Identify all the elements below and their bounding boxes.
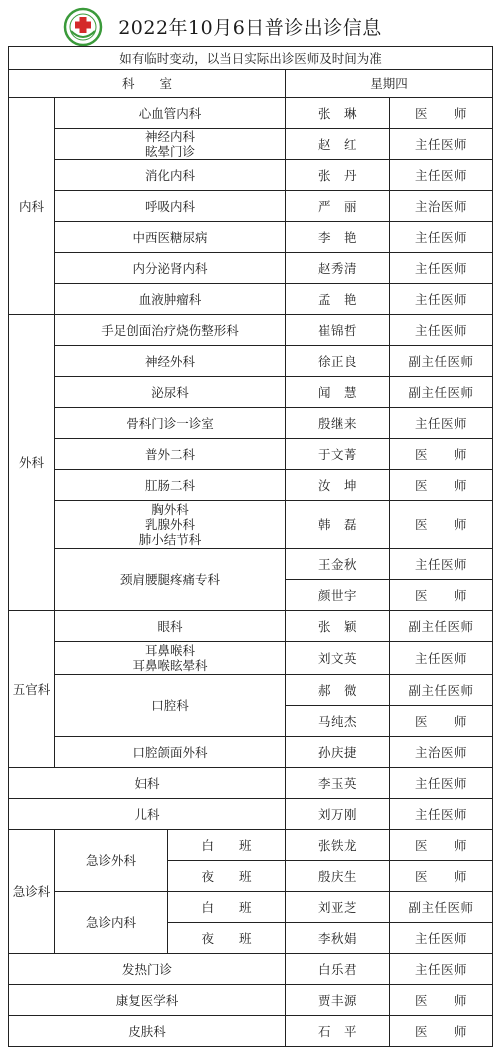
doctor-name: 李 艳 <box>286 222 390 253</box>
doctor-name: 闻 慧 <box>286 377 390 408</box>
table-row <box>9 1016 493 1047</box>
doctor-title: 主任医师 <box>390 129 493 160</box>
doctor-name: 赵秀清 <box>286 253 390 284</box>
doctor-name: 郝 微 <box>286 675 390 706</box>
doctor-title: 副主任医师 <box>390 377 493 408</box>
dept-name: 神经外科 <box>55 346 286 377</box>
dept-line: 神经内科 <box>144 129 195 144</box>
doctor-title: 主任医师 <box>390 954 493 985</box>
doctor-name: 汝 坤 <box>286 470 390 501</box>
page-title: 2022年10月6日普诊出诊信息 <box>118 17 382 39</box>
header-dept: 科 室 <box>9 70 286 98</box>
table-row <box>9 98 493 129</box>
doctor-title: 医 师 <box>390 706 493 737</box>
doctor-title: 医 师 <box>390 439 493 470</box>
doctor-title: 主任医师 <box>390 408 493 439</box>
dept-line: 眩晕门诊 <box>144 144 195 159</box>
doctor-name: 崔锦哲 <box>286 315 390 346</box>
dept-name: 急诊内科 <box>55 892 168 954</box>
doctor-title: 主任医师 <box>390 315 493 346</box>
table-row <box>9 799 493 830</box>
doctor-title: 副主任医师 <box>390 675 493 706</box>
doctor-name: 张铁龙 <box>286 830 390 861</box>
table-row <box>9 315 493 346</box>
table-row <box>9 954 493 985</box>
doctor-name: 刘文英 <box>286 642 390 675</box>
table-row <box>9 737 493 768</box>
doctor-title: 主任医师 <box>390 549 493 580</box>
doctor-title: 医 师 <box>390 501 493 549</box>
doctor-name: 张 丹 <box>286 160 390 191</box>
table-row <box>9 129 493 160</box>
notice-row <box>9 47 493 70</box>
schedule-table <box>8 46 493 1047</box>
doctor-title: 主任医师 <box>390 642 493 675</box>
dept-name: 普外二科 <box>55 439 286 470</box>
dept-name: 康复医学科 <box>9 985 286 1016</box>
dept-name: 内分泌肾内科 <box>55 253 286 284</box>
dept-name: 肛肠二科 <box>55 470 286 501</box>
category-wuguanke: 五官科 <box>9 611 55 768</box>
doctor-title: 主任医师 <box>390 284 493 315</box>
table-row <box>9 985 493 1016</box>
table-row <box>9 377 493 408</box>
table-row <box>9 549 493 580</box>
dept-name: 消化内科 <box>55 160 286 191</box>
dept-name: 口腔科 <box>55 675 286 737</box>
table-row <box>9 768 493 799</box>
dept-name <box>55 129 286 160</box>
table-row <box>9 222 493 253</box>
shift-label: 夜 班 <box>168 861 286 892</box>
doctor-title: 副主任医师 <box>390 346 493 377</box>
doctor-name: 王金秋 <box>286 549 390 580</box>
dept-name: 中西医糖尿病 <box>55 222 286 253</box>
doctor-name: 张 琳 <box>286 98 390 129</box>
dept-line: 耳鼻喉科 <box>144 643 195 658</box>
header-row <box>9 70 493 98</box>
header-day: 星期四 <box>286 70 493 98</box>
table-row <box>9 191 493 222</box>
table-row <box>9 470 493 501</box>
dept-line: 乳腺外科 <box>144 517 195 532</box>
doctor-name: 贾丰源 <box>286 985 390 1016</box>
doctor-name: 颜世宇 <box>286 580 390 611</box>
doctor-name: 孟 艳 <box>286 284 390 315</box>
doctor-name: 刘亚芝 <box>286 892 390 923</box>
doctor-name: 于文菁 <box>286 439 390 470</box>
dept-name: 血液肿瘤科 <box>55 284 286 315</box>
dept-line: 耳鼻喉眩晕科 <box>132 658 208 673</box>
category-waike: 外科 <box>9 315 55 611</box>
doctor-title: 副主任医师 <box>390 611 493 642</box>
doctor-name: 石 平 <box>286 1016 390 1047</box>
doctor-name: 马纯杰 <box>286 706 390 737</box>
doctor-title: 医 师 <box>390 985 493 1016</box>
doctor-name: 殷庆生 <box>286 861 390 892</box>
dept-line: 肺小结节科 <box>138 532 202 547</box>
doctor-name: 殷继来 <box>286 408 390 439</box>
doctor-name: 严 丽 <box>286 191 390 222</box>
dept-name: 急诊外科 <box>55 830 168 892</box>
doctor-title: 医 师 <box>390 470 493 501</box>
doctor-title: 医 师 <box>390 861 493 892</box>
table-row <box>9 611 493 642</box>
table-row <box>9 253 493 284</box>
dept-name: 眼科 <box>55 611 286 642</box>
doctor-name: 刘万刚 <box>286 799 390 830</box>
table-row <box>9 439 493 470</box>
dept-name <box>55 501 286 549</box>
dept-line: 胸外科 <box>151 502 189 517</box>
table-row <box>9 830 493 861</box>
doctor-title: 主治医师 <box>390 191 493 222</box>
shift-label: 夜 班 <box>168 923 286 954</box>
dept-name: 皮肤科 <box>9 1016 286 1047</box>
dept-name: 口腔颌面外科 <box>55 737 286 768</box>
notice-text: 如有临时变动，以当日实际出诊医师及时间为准 <box>9 47 493 70</box>
table-row <box>9 892 493 923</box>
doctor-title: 主任医师 <box>390 923 493 954</box>
doctor-name: 李秋娟 <box>286 923 390 954</box>
dept-name: 儿科 <box>9 799 286 830</box>
category-neike: 内科 <box>9 98 55 315</box>
table-row <box>9 642 493 675</box>
doctor-name: 张 颖 <box>286 611 390 642</box>
category-jizhenke: 急诊科 <box>9 830 55 954</box>
table-row <box>9 284 493 315</box>
shift-label: 白 班 <box>168 830 286 861</box>
doctor-name: 孙庆捷 <box>286 737 390 768</box>
dept-name: 发热门诊 <box>9 954 286 985</box>
table-row <box>9 675 493 706</box>
dept-name: 骨科门诊一诊室 <box>55 408 286 439</box>
table-row <box>9 346 493 377</box>
doctor-name: 李玉英 <box>286 768 390 799</box>
dept-name: 呼吸内科 <box>55 191 286 222</box>
dept-name: 颈肩腰腿疼痛专科 <box>55 549 286 611</box>
table-row <box>9 408 493 439</box>
doctor-title: 主任医师 <box>390 222 493 253</box>
table-row <box>9 501 493 549</box>
doctor-title: 医 师 <box>390 580 493 611</box>
doctor-name: 赵 红 <box>286 129 390 160</box>
doctor-title: 主任医师 <box>390 160 493 191</box>
doctor-name: 韩 磊 <box>286 501 390 549</box>
doctor-title: 主治医师 <box>390 737 493 768</box>
doctor-name: 徐正良 <box>286 346 390 377</box>
dept-name: 手足创面治疗烧伤整形科 <box>55 315 286 346</box>
doctor-title: 主任医师 <box>390 799 493 830</box>
doctor-title: 医 师 <box>390 830 493 861</box>
doctor-title: 主任医师 <box>390 768 493 799</box>
dept-name <box>55 642 286 675</box>
doctor-title: 主任医师 <box>390 253 493 284</box>
doctor-name: 白乐君 <box>286 954 390 985</box>
doctor-title: 医 师 <box>390 98 493 129</box>
dept-name: 妇科 <box>9 768 286 799</box>
shift-label: 白 班 <box>168 892 286 923</box>
dept-name: 心血管内科 <box>55 98 286 129</box>
doctor-title: 副主任医师 <box>390 892 493 923</box>
dept-name: 泌尿科 <box>55 377 286 408</box>
doctor-title: 医 师 <box>390 1016 493 1047</box>
table-row <box>9 160 493 191</box>
